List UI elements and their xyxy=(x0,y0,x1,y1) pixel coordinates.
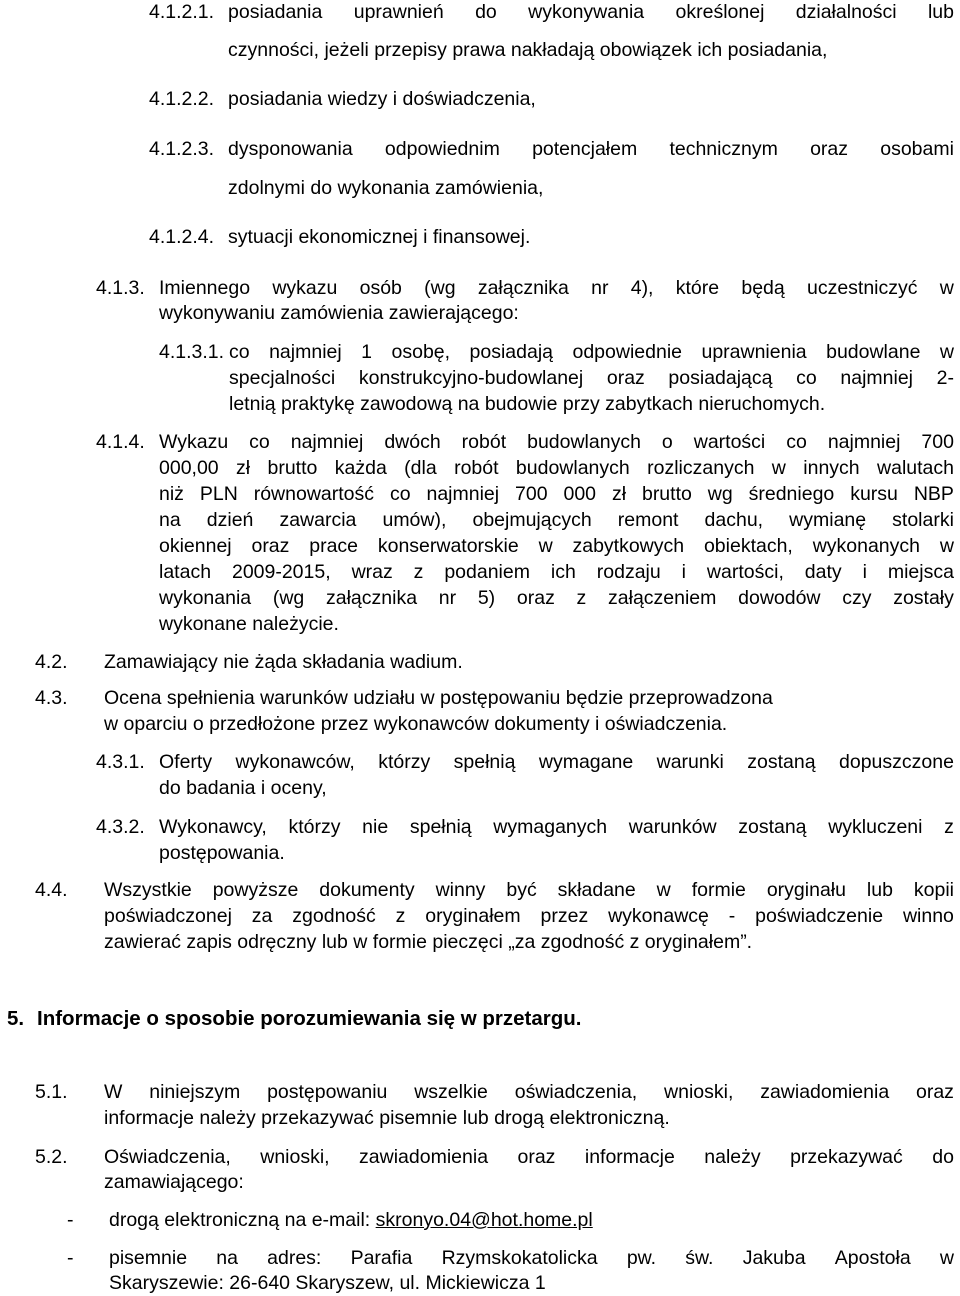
item-text-line: sytuacji ekonomicznej i finansowej. xyxy=(228,226,531,248)
bullet-text-line: Skaryszewie: 26-640 Skaryszew, ul. Mickiewicza 1 xyxy=(109,1272,546,1294)
item-text-line: wykonywaniu zamówienia zawierającego: xyxy=(159,302,519,324)
item-text-line: Wszystkie powyższe dokumenty winny być składane w formie oryginału lub kopii xyxy=(104,879,954,901)
item-text-line: posiadania wiedzy i doświadczenia, xyxy=(228,88,536,110)
item-text-line: wykonania (wg załącznika nr 5) oraz z załączeniem dowodów czy zostały xyxy=(159,587,954,609)
item-number: 4.2. xyxy=(35,651,68,673)
item-text-line: Imiennego wykazu osób (wg załącznika nr 4), które będą uczestniczyć w xyxy=(159,277,954,299)
item-text-line: posiadania uprawnień do wykonywania określonej działalności lub xyxy=(228,1,954,23)
item-number: 4.1.4. xyxy=(96,431,145,453)
item-text-line: Oferty wykonawców, którzy spełnią wymagane warunki zostaną dopuszczone xyxy=(159,751,954,773)
item-number: 4.3.1. xyxy=(96,751,145,773)
item-number: 4.1.2.2. xyxy=(149,88,215,110)
item-text-line: dysponowania odpowiednim potencjałem technicznym oraz osobami xyxy=(228,138,954,160)
item-text-line: zdolnymi do wykonania zamówienia, xyxy=(228,177,544,199)
bullet-text-label: drogą elektroniczną na e-mail: xyxy=(109,1209,371,1231)
item-text-line: zawierać zapis odręczny lub w formie pieczęci „za zgodność z oryginałem”. xyxy=(104,931,753,953)
section-number: 5. xyxy=(7,1007,25,1030)
item-text-line: Wykonawcy, którzy nie spełnią wymaganych warunków zostaną wykluczeni z xyxy=(159,816,954,838)
item-number: 4.4. xyxy=(35,879,68,901)
item-text-line: specjalności konstrukcyjno-budowlanej oraz posiadającą co najmniej 2- xyxy=(229,367,954,389)
item-number: 5.2. xyxy=(35,1146,68,1168)
item-number: 4.1.3.1. xyxy=(159,341,225,363)
item-text-line: czynności, jeżeli przepisy prawa nakładają obowiązek ich posiadania, xyxy=(228,39,828,61)
item-number: 4.1.2.4. xyxy=(149,226,215,248)
item-number: 4.1.2.3. xyxy=(149,138,215,160)
section-heading: Informacje o sposobie porozumiewania się w przetargu. xyxy=(37,1007,582,1030)
item-text-line: Ocena spełnienia warunków udziału w postępowaniu będzie przeprowadzona xyxy=(104,687,773,709)
item-text-line: latach 2009-2015, wraz z podaniem ich rodzaju i wartości, daty i miejsca xyxy=(159,561,954,583)
dash-bullet: - xyxy=(67,1247,74,1269)
item-number: 5.1. xyxy=(35,1081,68,1103)
item-text-line: co najmniej 1 osobę, posiadają odpowiednie uprawnienia budowlane w xyxy=(229,341,954,363)
bullet-text-line: pisemnie na adres: Parafia Rzymskokatolicka pw. św. Jakuba Apostoła w xyxy=(109,1247,954,1269)
item-text-line: niż PLN równowartość co najmniej 700 000 zł brutto wg średniego kursu NBP xyxy=(159,483,954,505)
item-number: 4.1.2.1. xyxy=(149,1,215,23)
item-text-line: 000,00 zł brutto każda (dla robót budowlanych rozliczanych w innych walutach xyxy=(159,457,954,479)
item-number: 4.1.3. xyxy=(96,277,145,299)
item-text-line: Zamawiający nie żąda składania wadium. xyxy=(104,651,463,673)
bullet-text xyxy=(109,1211,593,1231)
email-link[interactable]: skronyo.04@hot.home.pl xyxy=(375,1209,593,1231)
item-text-line: okiennej oraz prace konserwatorskie w zabytkowych obiektach, wykonanych w xyxy=(159,535,954,557)
item-text-line: do badania i oceny, xyxy=(159,777,327,799)
item-text-line: na dzień zawarcia umów), obejmujących remont dachu, wymianę stolarki xyxy=(159,509,954,531)
item-text-line: poświadczonej za zgodność z oryginałem przez wykonawcę - poświadczenie winno xyxy=(104,905,954,927)
item-text-line: Wykazu co najmniej dwóch robót budowlanych o wartości co najmniej 700 xyxy=(159,431,954,453)
item-text-line: wykonane należycie. xyxy=(159,613,339,635)
item-text-line: Oświadczenia, wnioski, zawiadomienia oraz informacje należy przekazywać do xyxy=(104,1146,954,1168)
item-text-line: zamawiającego: xyxy=(104,1171,244,1193)
item-text-line: w oparciu o przedłożone przez wykonawców dokumenty i oświadczenia. xyxy=(104,713,728,735)
item-text-line: letnią praktykę zawodową na budowie przy zabytkach nieruchomych. xyxy=(229,393,826,415)
item-text-line: W niniejszym postępowaniu wszelkie oświadczenia, wnioski, zawiadomienia oraz xyxy=(104,1081,954,1103)
item-text-line: informacje należy przekazywać pisemnie lub drogą elektroniczną. xyxy=(104,1107,670,1129)
item-number: 4.3.2. xyxy=(96,816,145,838)
item-number: 4.3. xyxy=(35,687,68,709)
item-text-line: postępowania. xyxy=(159,842,285,864)
dash-bullet: - xyxy=(67,1209,74,1231)
